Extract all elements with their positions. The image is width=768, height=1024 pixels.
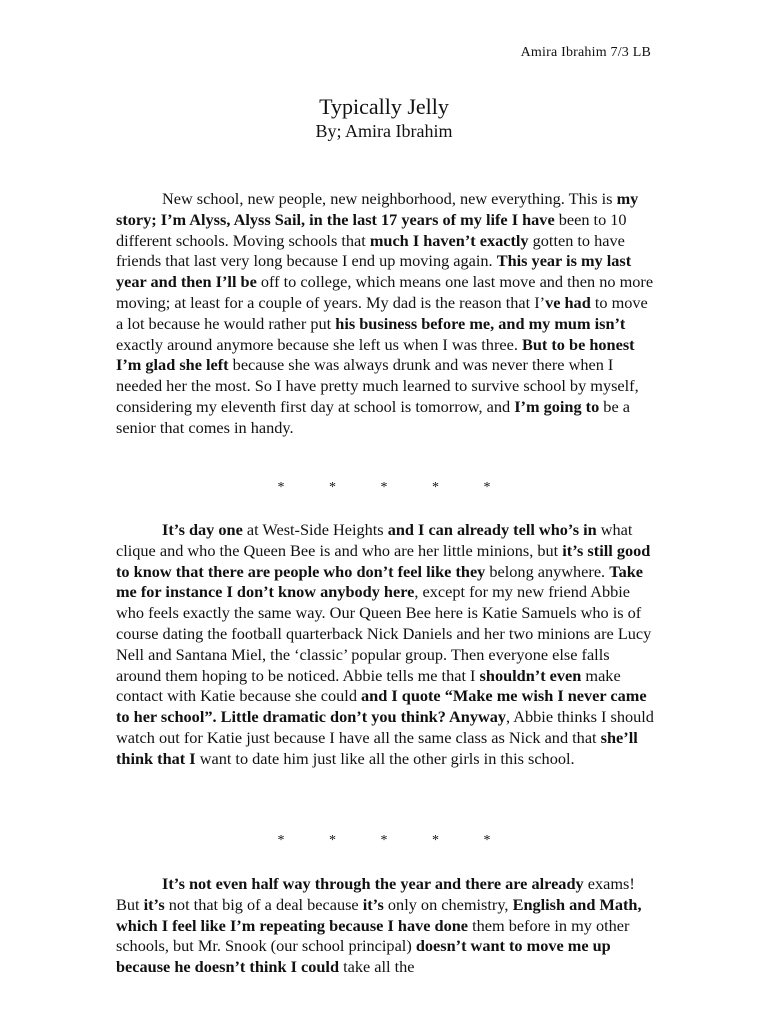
bold-text-run: it’s still good to know that there are people who don’t feel like they [116,540,651,581]
text-run: , Abbie thinks I should watch out for Katie just because I have all the same class as Nick and that [116,707,654,747]
bold-text-run: she’ll think that I [116,727,638,768]
text-run: belong anywhere. [485,561,610,581]
bold-text-run: shouldn’t even [479,665,582,685]
text-run: what clique and who the Queen Bee is and who are her little minions, but [116,520,633,560]
paragraph-1 [116,189,656,439]
divider-star: * [432,480,439,495]
divider-star: * [277,833,285,848]
story-byline: By; Amira Ibrahim [315,121,453,141]
bold-text-run: It’s not even half way through the year and there are already [162,874,584,893]
story-title: Typically Jelly [319,94,449,119]
paragraph-2 [116,520,656,770]
bold-text-run: English and Math, which I feel like I’m repeating because I have done [116,894,642,935]
divider-star: * [329,480,336,495]
divider-star: * [483,480,491,495]
divider-star: * [432,833,439,848]
text-run: want to date him just like all the other girls in this school. [195,748,575,768]
bold-text-run: ve had [545,292,591,312]
bold-text-run: it’s [143,894,165,914]
bold-text-run: his business before me, and my mum isn’t [335,313,626,333]
bold-text-run: Take me for instance I don’t know anybody here [116,561,643,602]
text-run: off to college, which means one last move and then no more moving; at least for a couple of years. My dad is the reason that I’ [116,272,654,312]
divider-star: * [329,833,336,848]
text-run: only on chemistry, [383,894,513,914]
bold-text-run: and I quote “Make me wish I never came to her school”. Little dramatic don’t you think? Anyway [116,686,647,727]
section-divider-1 [0,480,768,496]
text-run: make contact with Katie because she could [116,665,621,706]
text-run: , except for my new friend Abbie who feels exactly the same way. Our Queen Bee here is Katie Samuels who is of course dating the football quarterback Nick Daniels and her two minions are Lucy Nell and Santana Miel, the ‘classic’ popular group. Then everyone else falls around them hoping to be noticed. Abbie tells me that I [116,582,652,685]
text-run: to move a lot because he would rather put [116,292,648,333]
text-run: not that big of a deal because [164,894,363,914]
divider-star: * [380,833,388,848]
text-run: exactly around anymore because she left us when I was three. [116,334,522,354]
bold-text-run: doesn’t want to move me up because he doesn’t think I could [116,936,611,977]
bold-text-run: and I can already tell who’s in [387,520,597,539]
paragraph-3 [116,874,656,978]
bold-text-run: But to be honest I’m glad she left [116,334,635,375]
text-run: New school, new people, new neighborhood, new everything. This is [162,189,617,208]
bold-text-run: It’s day one [162,520,243,539]
bold-text-run: much I haven’t exactly [369,230,529,250]
bold-text-run: my story; I’m Alyss, Alyss Sail, in the last 17 years of my life I have [116,189,639,229]
text-run: be a senior that comes in handy. [116,396,630,437]
bold-text-run: This year is my last year and then I’ll be [116,251,632,292]
divider-star: * [380,480,388,495]
text-run: because she was always drunk and was never there when I needed her the most. So I have pretty much learned to survive school by myself, considering my eleventh first day at school is tomorrow, and [116,355,639,416]
divider-star: * [483,833,491,848]
text-run: take all the [339,957,415,977]
bold-text-run: I’m going to [514,396,600,416]
author-header: Amira Ibrahim 7/3 LB [520,45,651,60]
text-run: gotten to have friends that last very long because I end up moving again. [116,230,625,271]
bold-text-run: it’s [362,894,384,914]
divider-star: * [277,480,285,495]
section-divider-2 [0,833,768,849]
text-run: exams! But [116,874,635,914]
text-run: them before in my other schools, but Mr. Snook (our school principal) [116,915,630,956]
text-run: at West-Side Heights [242,520,388,539]
text-run: been to 10 different schools. Moving schools that [116,209,627,250]
